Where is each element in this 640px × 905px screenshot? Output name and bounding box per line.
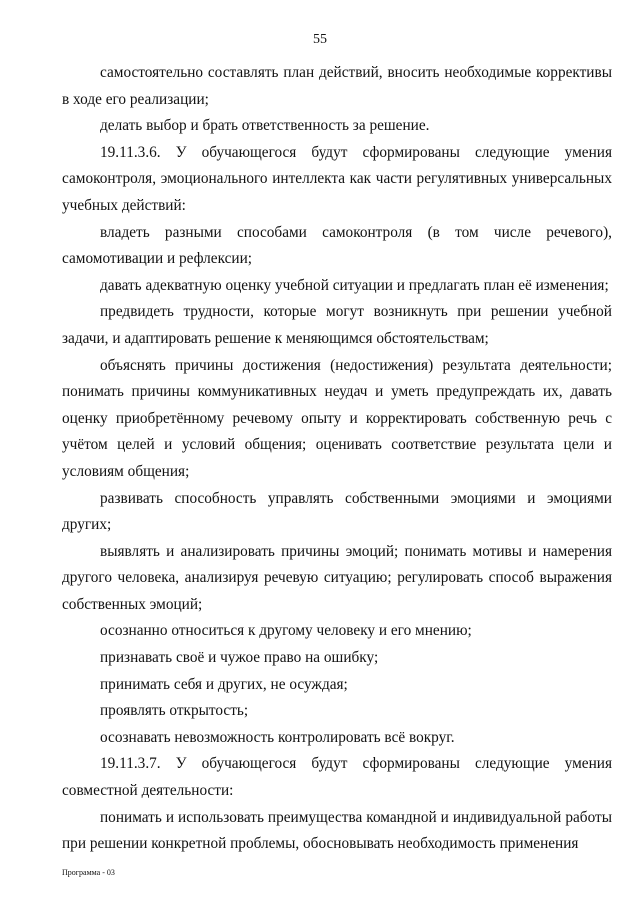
- page-number: 55: [313, 32, 327, 47]
- paragraph: 19.11.3.6. У обучающегося будут сформированы следующие умения самоконтроля, эмоционального интеллекта как части регулятивных универсальных учебных действий:: [62, 143, 612, 214]
- paragraph: проявлять открытость;: [100, 702, 249, 720]
- footer-label: Программа - 03: [62, 868, 115, 877]
- paragraph: давать адекватную оценку учебной ситуации и предлагать план её изменения;: [100, 276, 609, 294]
- paragraph: понимать и использовать преимущества командной и индивидуальной работы при решении конкретной проблемы, обосновывать необходимость применения: [62, 808, 612, 853]
- paragraph: объяснять причины достижения (недостижения) результата деятельности; понимать причины коммуникативных неудач и уметь предупреждать их, давать оценку приобретённому речевому опыту и корректировать собственную речь с учётом целей и условий общения; оценивать соответствие результата цели и условиям общения;: [62, 356, 612, 480]
- paragraph: самостоятельно составлять план действий, вносить необходимые коррективы в ходе его реализации;: [62, 64, 612, 108]
- paragraph: принимать себя и других, не осуждая;: [100, 675, 348, 693]
- paragraph: делать выбор и брать ответственность за решение.: [100, 117, 430, 135]
- paragraph: выявлять и анализировать причины эмоций; понимать мотивы и намерения другого человека, анализируя речевую ситуацию; регулировать способ выражения собственных эмоций;: [62, 542, 612, 613]
- paragraph: 19.11.3.7. У обучающегося будут сформированы следующие умения совместной деятельности:: [62, 755, 612, 800]
- paragraph: предвидеть трудности, которые могут возникнуть при решении учебной задачи, и адаптировать решение к меняющимся обстоятельствам;: [62, 303, 612, 347]
- paragraph: владеть разными способами самоконтроля (в том числе речевого), самомотивации и рефлексии;: [62, 223, 612, 268]
- paragraph: осознанно относиться к другому человеку и его мнению;: [100, 622, 472, 640]
- body-text: [62, 60, 612, 858]
- paragraph: признавать своё и чужое право на ошибку;: [100, 649, 379, 667]
- paragraph: осознавать невозможность контролировать всё вокруг.: [100, 728, 455, 746]
- paragraph: развивать способность управлять собственными эмоциями и эмоциями других;: [62, 489, 612, 534]
